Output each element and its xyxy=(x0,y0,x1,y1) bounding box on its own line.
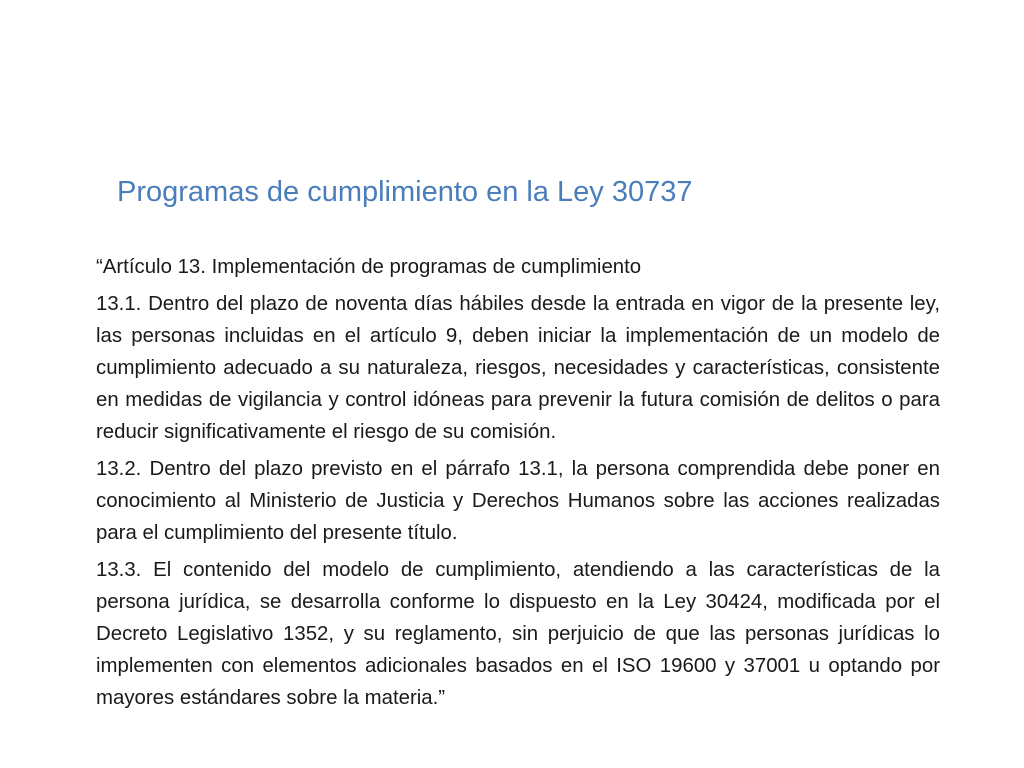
paragraph-13-2: 13.2. Dentro del plazo previsto en el párrafo 13.1, la persona comprendida debe poner en conocimiento al Ministerio de Justicia y Derechos Humanos sobre las acciones realizadas para el cumplimiento del presente título. xyxy=(96,458,940,544)
article-heading: “Artículo 13. Implementación de programas de cumplimiento xyxy=(96,256,642,278)
paragraph-13-3: 13.3. El contenido del modelo de cumplimiento, atendiendo a las características de la persona jurídica, se desarrolla conforme lo dispuesto en la Ley 30424, modificada por el Decreto Legislativo 1352, y su reglamento, sin perjuicio de que las personas jurídicas lo implementen con elementos adicionales basados en el ISO 19600 y 37001 u optando por mayores estándares sobre la materia.” xyxy=(96,559,940,709)
slide-title: Programas de cumplimiento en la Ley 30737 xyxy=(117,176,693,208)
slide-body xyxy=(96,251,940,719)
paragraph-13-1: 13.1. Dentro del plazo de noventa días hábiles desde la entrada en vigor de la presente ley, las personas incluidas en el artículo 9, deben iniciar la implementación de un modelo de cumplimiento adecuado a su naturaleza, riesgos, necesidades y características, consistente en medidas de vigilancia y control idóneas para prevenir la futura comisión de delitos o para reducir significativamente el riesgo de su comisión. xyxy=(96,293,940,443)
